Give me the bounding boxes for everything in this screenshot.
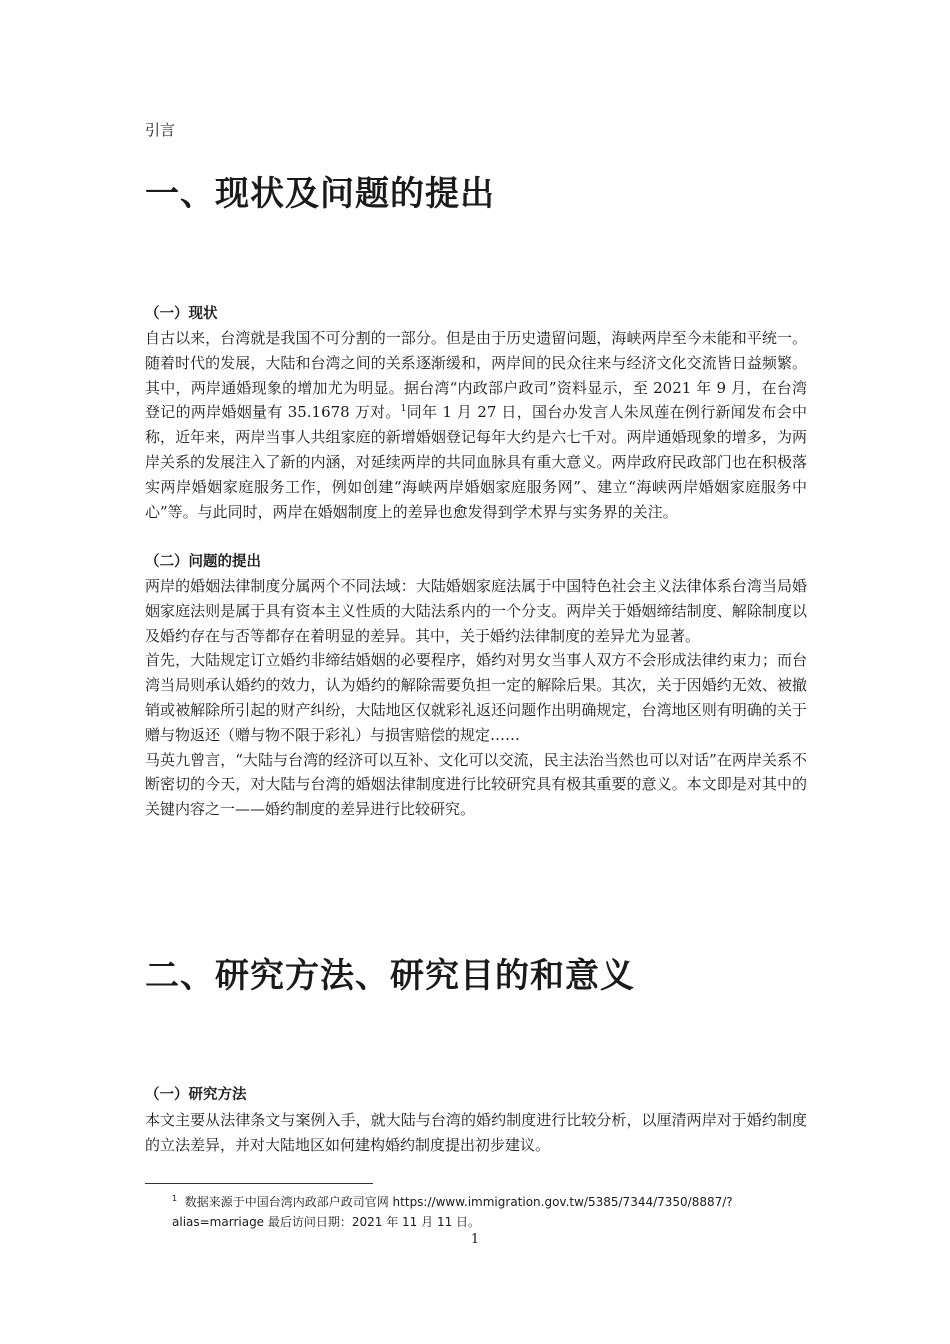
section-1-1-title: （一）现状 <box>145 306 218 322</box>
paragraph: 两岸的婚姻法律制度分属两个不同法域：大陆婚姻家庭法属于中国特色社会主义法律体系台湾当局婚姻家庭法则是属于具有资本主义性质的大陆法系内的一个分支。两岸关于婚姻缔结制度、解除制度以及婚约存在与否等都存在着明显的差异。其中，关于婚约法律制度的差异尤为显著。 <box>145 577 807 645</box>
footnote-text: 数据来源于中国台湾内政部户政司官网 https://www.immigration.gov.tw/5385/7344/7350/8887/?alias=marriage 最后访问日期：2021 年 11 月 11 日。 <box>172 1195 733 1229</box>
paragraph: 首先，大陆规定订立婚约非缔结婚姻的必要程序，婚约对男女当事人双方不会形成法律约束力；而台湾当局则承认婚约的效力，认为婚约的解除需要负担一定的解除后果。其次，关于因婚约无效、被撤销或被解除所引起的财产纠纷，大陆地区仅就彩礼返还问题作出明确规定，台湾地区则有明确的关于赠与物返还（赠与物不限于彩礼）与损害赔偿的规定…… <box>145 651 807 744</box>
paragraph-text: 自古以来，台湾就是我国不可分割的一部分。但是由于历史遗留问题，海峡两岸至今未能和平统一。随着时代的发展，大陆和台湾之间的关系逐渐缓和，两岸间的民众往来与经济文化交流皆日益频繁。其中，两岸通婚现象的增加尤为明显。据台湾“内政部户政司”资料显示，至 2021 年 9 月，在台湾登记的两岸婚姻量有 35.1678 万对。 <box>145 329 807 422</box>
paragraph: 马英九曾言，“大陆与台湾的经济可以互补、文化可以交流，民主法治当然也可以对话”在两岸关系不断密切的今天，对大陆与台湾的婚姻法律制度进行比较研究具有极其重要的意义。本文即是对其中的关键内容之一——婚约制度的差异进行比较研究。 <box>145 750 807 819</box>
paragraph: 本文主要从法律条文与案例入手，就大陆与台湾的婚约制度进行比较分析，以厘清两岸对于婚约制度的立法差异，并对大陆地区如何建构婚约制度提出初步建议。 <box>145 1111 807 1154</box>
section-1-1-paragraph <box>145 326 807 524</box>
section-1-2-paragraphs <box>145 574 807 822</box>
footnote-ref[interactable]: 1 <box>400 404 407 415</box>
intro-label: 引言 <box>145 121 176 139</box>
section-2-1-paragraph <box>145 1108 807 1158</box>
section-2-1-title: （一）研究方法 <box>145 1087 247 1103</box>
section-2-heading: 二、研究方法、研究目的和意义 <box>145 956 635 996</box>
footnote <box>145 1192 807 1232</box>
page-number: 1 <box>470 1232 480 1247</box>
paragraph-text: 同年 1 月 27 日，国台办发言人朱凤莲在例行新闻发布会中称，近年来，两岸当事人共组家庭的新增婚姻登记每年大约是六七千对。两岸通婚现象的增多，为两岸关系的发展注入了新的内涵，对延续两岸的共同血脉具有重大意义。两岸政府民政部门也在积极落实两岸婚姻家庭服务工作，例如创建“海峡两岸婚姻家庭服务网”、建立“海峡两岸婚姻家庭服务中心”等。与此同时，两岸在婚姻制度上的差异也愈发得到学术界与实务界的关注。 <box>145 403 807 521</box>
section-1-2-title: （二）问题的提出 <box>145 554 261 570</box>
footnote-marker: 1 <box>172 1194 178 1203</box>
footnote-separator <box>145 1183 373 1184</box>
section-1-heading: 一、现状及问题的提出 <box>145 174 495 214</box>
